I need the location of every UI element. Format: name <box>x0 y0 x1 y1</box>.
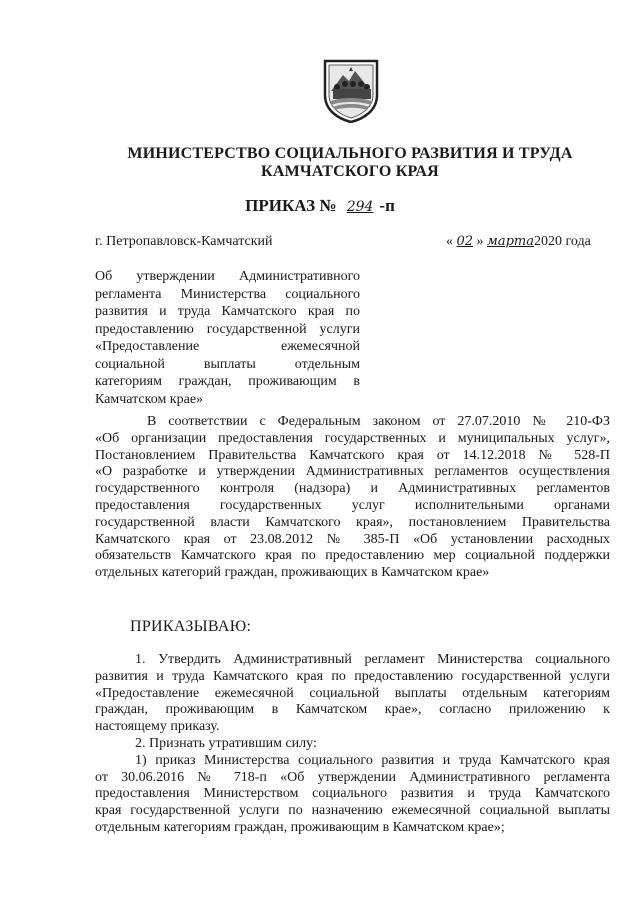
item2-1-line: отдельным категориям граждан, проживающим в Камчатском крае»; <box>95 819 505 835</box>
order-date <box>446 234 591 250</box>
order-number: 294 <box>346 199 374 215</box>
item1-line: 1. Утвердить Административный регламент Министерства социального <box>135 652 610 667</box>
item2-1-line: предоставления Министерством социального развития и труда Камчатского <box>95 786 610 802</box>
date-month: марта <box>487 234 534 249</box>
preamble-line: Камчатского края от 23.08.2012 № 385-П «Об установлении расходных <box>95 531 610 547</box>
subject-line: категориям граждан, проживающим в <box>95 374 360 389</box>
preamble-line: государственного контроля (надзора) и Административных регламентов <box>95 481 610 497</box>
subject-line: регламента Министерства социального <box>95 286 360 302</box>
order-directive-word: ПРИКАЗЫВАЮ: <box>130 618 252 635</box>
subject-line: Об утверждении Административного <box>95 269 360 284</box>
order-prefix: ПРИКАЗ № <box>245 196 337 215</box>
item2-line: 2. Признать утратившим силу: <box>135 735 317 751</box>
order-items <box>95 652 610 837</box>
subject-line: «Предоставление ежемесячной <box>95 339 360 354</box>
subject-line: социальной выплаты отдельным <box>95 356 360 372</box>
item2-1-line: края государственной услуги по назначению ежемесячной социальной выплаты <box>95 803 610 819</box>
kamchatka-crest-icon <box>321 57 381 123</box>
item1-line: граждан, проживающим в Камчатском крае», согласно приложению к <box>95 702 610 718</box>
date-day: 02 <box>456 234 474 249</box>
preamble-line: предоставления государственных услуг исполнительными органами <box>95 497 610 513</box>
preamble-line: «О разработке и утверждении Административных регламентов осуществления <box>95 464 610 480</box>
subject-line: развития и труда Камчатского края по <box>95 304 360 319</box>
place-of-issue: г. Петропавловск-Камчатский <box>95 234 273 249</box>
date-year: 2020 года <box>533 234 591 249</box>
item1-line: развития и труда Камчатского края по предоставлению государственной услуги <box>95 668 610 684</box>
preamble-line: обязательств Камчатского края по предоставлению мер социальной поддержки <box>95 548 610 564</box>
ministry-title-line2: КАМЧАТСКОГО КРАЯ <box>261 163 439 180</box>
preamble-line: В соответствии с Федеральным законом от 27.07.2010 № 210-ФЗ <box>147 414 610 429</box>
ministry-title-line1: МИНИСТЕРСТВО СОЦИАЛЬНОГО РАЗВИТИЯ И ТРУДА <box>127 145 573 162</box>
preamble-line: Постановлением Правительства Камчатского края от 14.12.2018 № 528-П <box>95 447 610 463</box>
date-open-quote: « <box>446 234 453 249</box>
date-close-quote: » <box>476 234 484 249</box>
subject-line: Камчатском крае» <box>95 391 204 407</box>
preamble-line: «Об организации предоставления государственных и муниципальных услуг», <box>95 430 610 446</box>
order-title <box>0 196 640 217</box>
order-suffix: -п <box>379 196 395 215</box>
preamble-line: отдельных категорий граждан, проживающих в Камчатском крае» <box>95 565 490 581</box>
item2-1-line: от 30.06.2016 № 718-п «Об утверждении Административного регламента <box>95 769 610 785</box>
preamble-line: государственной власти Камчатского края», постановлением Правительства <box>95 514 610 530</box>
item1-line: «Предоставление ежемесячной социальной выплаты отдельным категориям <box>95 685 610 701</box>
subject-line: предоставлению государственной услуги <box>95 321 360 337</box>
item2-1-line: 1) приказ Министерства социального развития и труда Камчатского края <box>135 752 610 768</box>
order-subject <box>95 268 360 408</box>
item1-line: настоящему приказу. <box>95 719 220 735</box>
preamble-paragraph <box>95 414 610 582</box>
